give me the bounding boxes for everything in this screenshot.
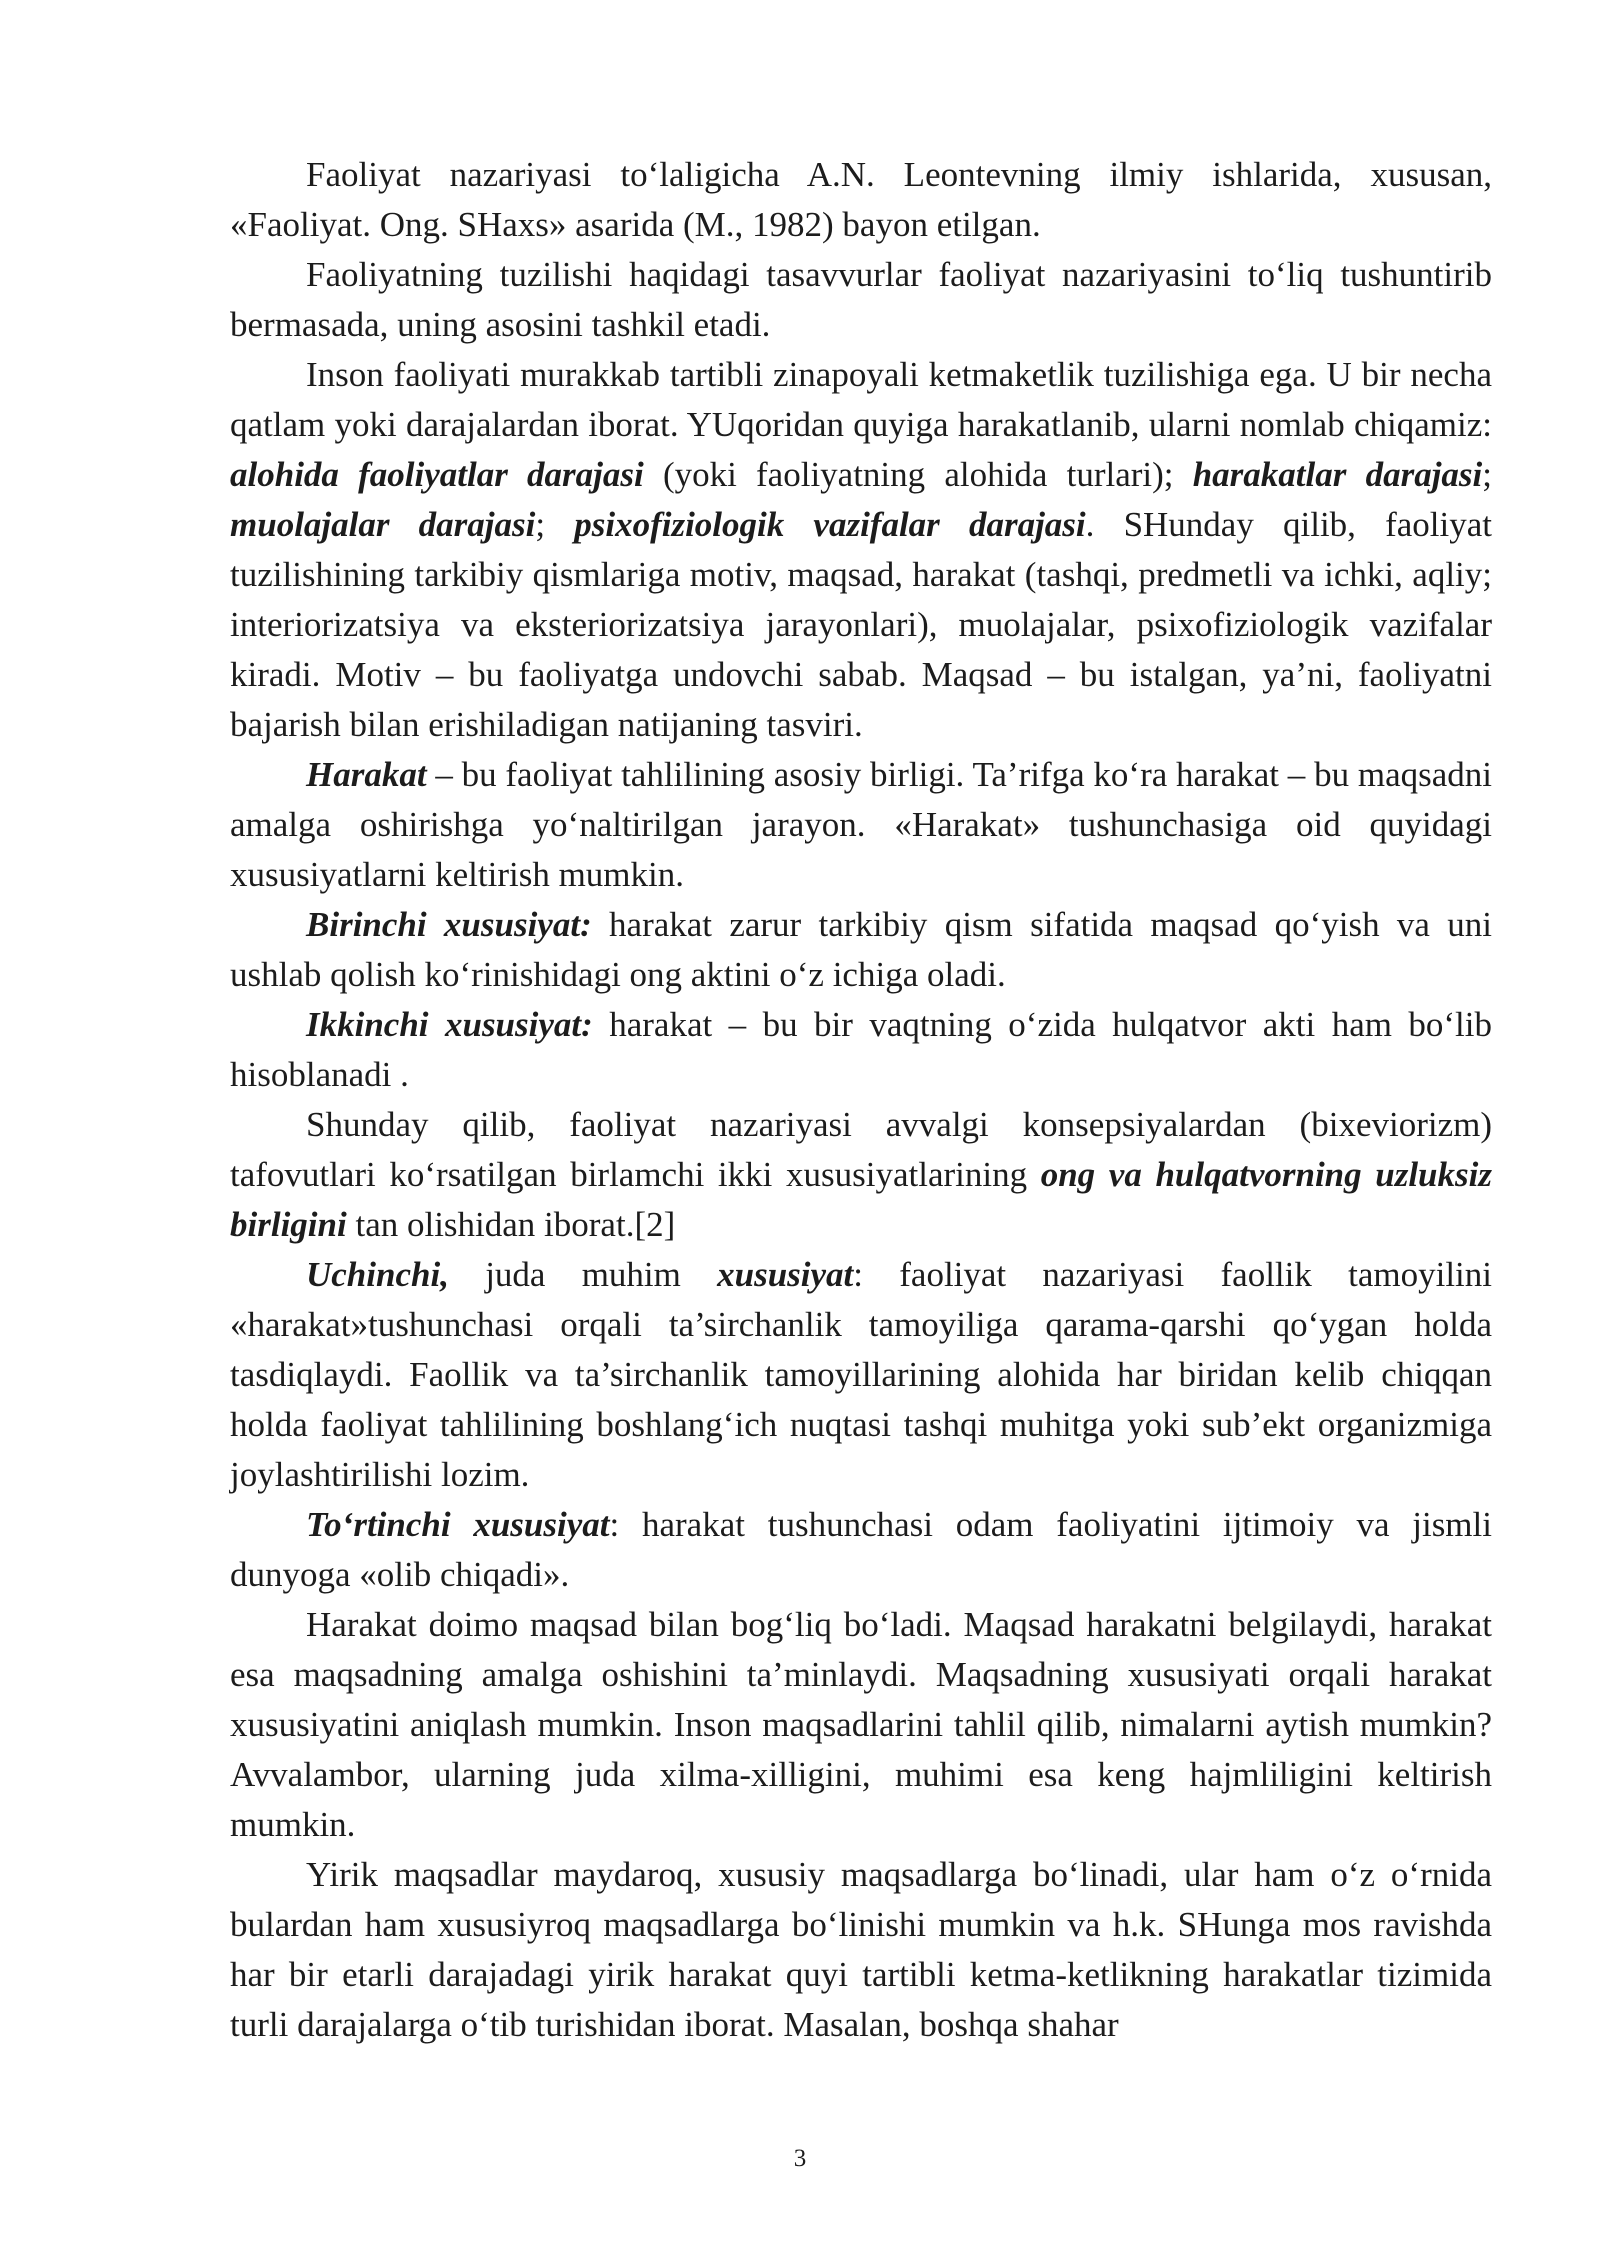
paragraph [230, 350, 1492, 750]
text-run: harakat – bu bir vaqtning o‘zida hulqatvor akti ham bo‘lib hisoblanadi . [230, 1005, 1492, 1094]
paragraph [230, 1100, 1492, 1250]
text-run: juda muhim [448, 1255, 718, 1294]
emphasis-text: Harakat [306, 755, 427, 794]
text-run: Harakat doimo maqsad bilan bog‘liq bo‘ladi. Maqsad harakatni belgilaydi, harakat esa maqsadning amalga oshishini ta’minlaydi. Maqsadning xususiyati orqali harakat xususiyatini aniqlash mumkin. Inson maqsadlarini tahlil qilib, nimalarni aytish mumkin? Avvalambor, ularning juda xilma-xilligini, muhimi esa keng hajmliligini keltirish mumkin. [230, 1605, 1492, 1844]
emphasis-text: harakatlar darajasi [1192, 455, 1483, 494]
paragraph [230, 750, 1492, 900]
text-run: (yoki faoliyatning alohida turlari); [643, 455, 1193, 494]
paragraph [230, 1250, 1492, 1500]
text-run: : faoliyat nazariyasi faollik tamoyilini «harakat»tushunchasi orqali ta’sirchanlik tamoyiliga qarama-qarshi qo‘ygan holda tasdiqlaydi. Faollik va ta’sirchanlik tamoyillarining alohida har biridan kelib chiqqan holda faoliyat tahlilining boshlang‘ich nuqtasi tashqi muhitga yoki sub’ekt organizmiga joylashtirilishi lozim. [230, 1255, 1492, 1494]
paragraph [230, 1000, 1492, 1100]
emphasis-text: Birinchi xususiyat: [306, 905, 592, 944]
text-run: Faoliyatning tuzilishi haqidagi tasavvurlar faoliyat nazariyasini to‘liq tushuntirib bermasada, uning asosini tashkil etadi. [230, 255, 1492, 344]
text-run: : harakat tushunchasi odam faoliyatini ijtimoiy va jismli dunyoga «olib chiqadi». [230, 1505, 1492, 1594]
text-run: tan olishidan iborat.[2] [346, 1205, 676, 1244]
text-run: ; [1482, 455, 1492, 494]
text-run: Shunday qilib, faoliyat nazariyasi avvalgi konsepsiyalardan (bixeviorizm) tafovutlari ko‘rsatilgan birlamchi ikki xususiyatlarining [230, 1105, 1492, 1194]
emphasis-text: alohida faoliyatlar darajasi [230, 455, 644, 494]
text-run: . SHunday qilib, faoliyat tuzilishining tarkibiy qismlariga motiv, maqsad, harakat (tashqi, predmetli va ichki, aqliy; interiorizatsiya va eksteriorizatsiya jarayonlari), muolajalar, psixofiziologik vazifalar kiradi. Motiv – bu faoliyatga undovchi sabab. Maqsad – bu istalgan, ya’ni, faoliyatni bajarish bilan erishiladigan natijaning tasviri. [230, 505, 1492, 744]
paragraph [230, 900, 1492, 1000]
emphasis-text: xususiyat [717, 1255, 854, 1294]
paragraph [230, 250, 1492, 350]
text-run: harakat zarur tarkibiy qism sifatida maqsad qo‘yish va uni ushlab qolish ko‘rinishidagi ong aktini o‘z ichiga oladi. [230, 905, 1492, 994]
text-run: Faoliyat nazariyasi to‘laligicha A.N. Leontevning ilmiy ishlarida, xususan, «Faoliyat. Ong. SHaxs» asarida (M., 1982) bayon etilgan. [230, 155, 1492, 244]
paragraph [230, 1850, 1492, 2050]
document-page [230, 150, 1492, 2050]
paragraph [230, 150, 1492, 250]
emphasis-text: To‘rtinchi xususiyat [306, 1505, 610, 1544]
emphasis-text: Uchinchi, [306, 1255, 449, 1294]
paragraph [230, 1500, 1492, 1600]
emphasis-text: Ikkinchi xususiyat: [306, 1005, 593, 1044]
text-run: – bu faoliyat tahlilining asosiy birligi. Ta’rifga ko‘ra harakat – bu maqsadni amalga oshirishga yo‘naltirilgan jarayon. «Harakat» tushunchasiga oid quyidagi xususiyatlarni keltirish mumkin. [230, 755, 1492, 894]
text-run: Yirik maqsadlar maydaroq, xususiy maqsadlarga bo‘linadi, ular ham o‘z o‘rnida bulardan ham xususiyroq maqsadlarga bo‘linishi mumkin va h.k. SHunga mos ravishda har bir etarli darajadagi yirik harakat quyi tartibli ketma-ketlikning harakatlar tizimida turli darajalarga o‘tib turishidan iborat. Masalan, boshqa shahar [230, 1855, 1492, 2044]
emphasis-text: muolajalar darajasi [230, 505, 536, 544]
emphasis-text: ong va hulqatvorning uzluksiz birligini [230, 1155, 1492, 1244]
page-number: 3 [793, 2145, 807, 2172]
text-run: ; [535, 505, 575, 544]
paragraph [230, 1600, 1492, 1850]
emphasis-text: psixofiziologik vazifalar darajasi [574, 505, 1086, 544]
text-run: Inson faoliyati murakkab tartibli zinapoyali ketmaketlik tuzilishiga ega. U bir necha qatlam yoki darajalardan iborat. YUqoridan quyiga harakatlanib, ularni nomlab chiqamiz: [230, 355, 1492, 444]
